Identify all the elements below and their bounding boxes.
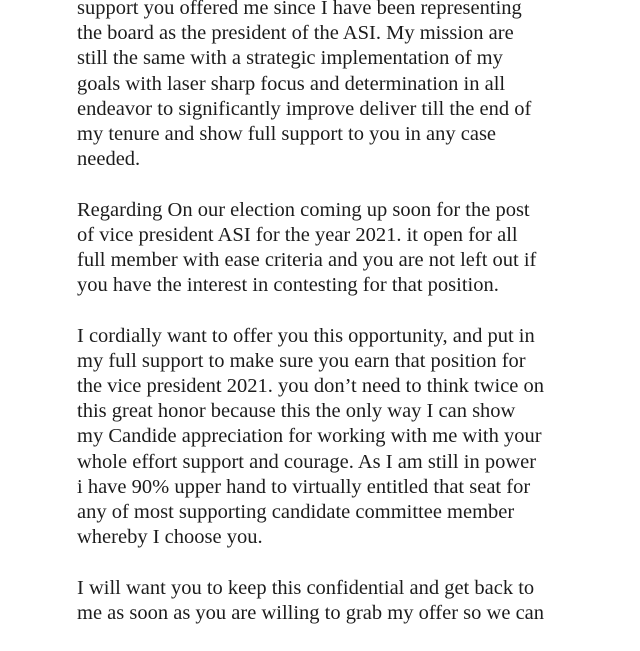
text-line: goals with laser sharp focus and determination in all: [77, 72, 506, 95]
text-line: whole effort support and courage. As I am still in power: [77, 450, 537, 473]
text-line: you have the interest in contesting for that position.: [77, 274, 499, 297]
text-line: support you offered me since I have been representing: [77, 0, 522, 19]
text-line: still the same with a strategic implementation of my: [77, 47, 503, 70]
text-line: I will want you to keep this confidential and get back to: [77, 576, 535, 599]
text-line: any of most supporting candidate committee member: [77, 501, 515, 524]
text-line: this great honor because this the only way I can show: [77, 400, 516, 423]
text-line: the vice president 2021. you don’t need to think twice on: [77, 375, 545, 398]
paragraph-offer: [77, 324, 637, 551]
text-line: of vice president ASI for the year 2021. it open for all: [77, 223, 518, 246]
text-line: me as soon as you are willing to grab my offer so we can: [77, 601, 545, 624]
paragraph-confidential: [77, 576, 637, 626]
text-line: whereby I choose you.: [77, 526, 263, 549]
text-line: Regarding On our election coming up soon for the post: [77, 198, 530, 221]
text-line: I cordially want to offer you this opportunity, and put in: [77, 324, 535, 347]
text-line: full member with ease criteria and you are not left out if: [77, 249, 537, 272]
paragraph-support: [77, 0, 637, 172]
paragraph-election: [77, 198, 637, 299]
text-line: needed.: [77, 148, 141, 171]
text-line: endeavor to significantly improve deliver till the end of: [77, 97, 532, 120]
text-line: i have 90% upper hand to virtually entitled that seat for: [77, 475, 531, 498]
text-line: my full support to make sure you earn that position for: [77, 349, 526, 372]
text-line: the board as the president of the ASI. My mission are: [77, 22, 514, 45]
text-line: my Candide appreciation for working with me with your: [77, 425, 542, 448]
letter-body: [77, 0, 637, 651]
text-line: my tenure and show full support to you in any case: [77, 123, 497, 146]
